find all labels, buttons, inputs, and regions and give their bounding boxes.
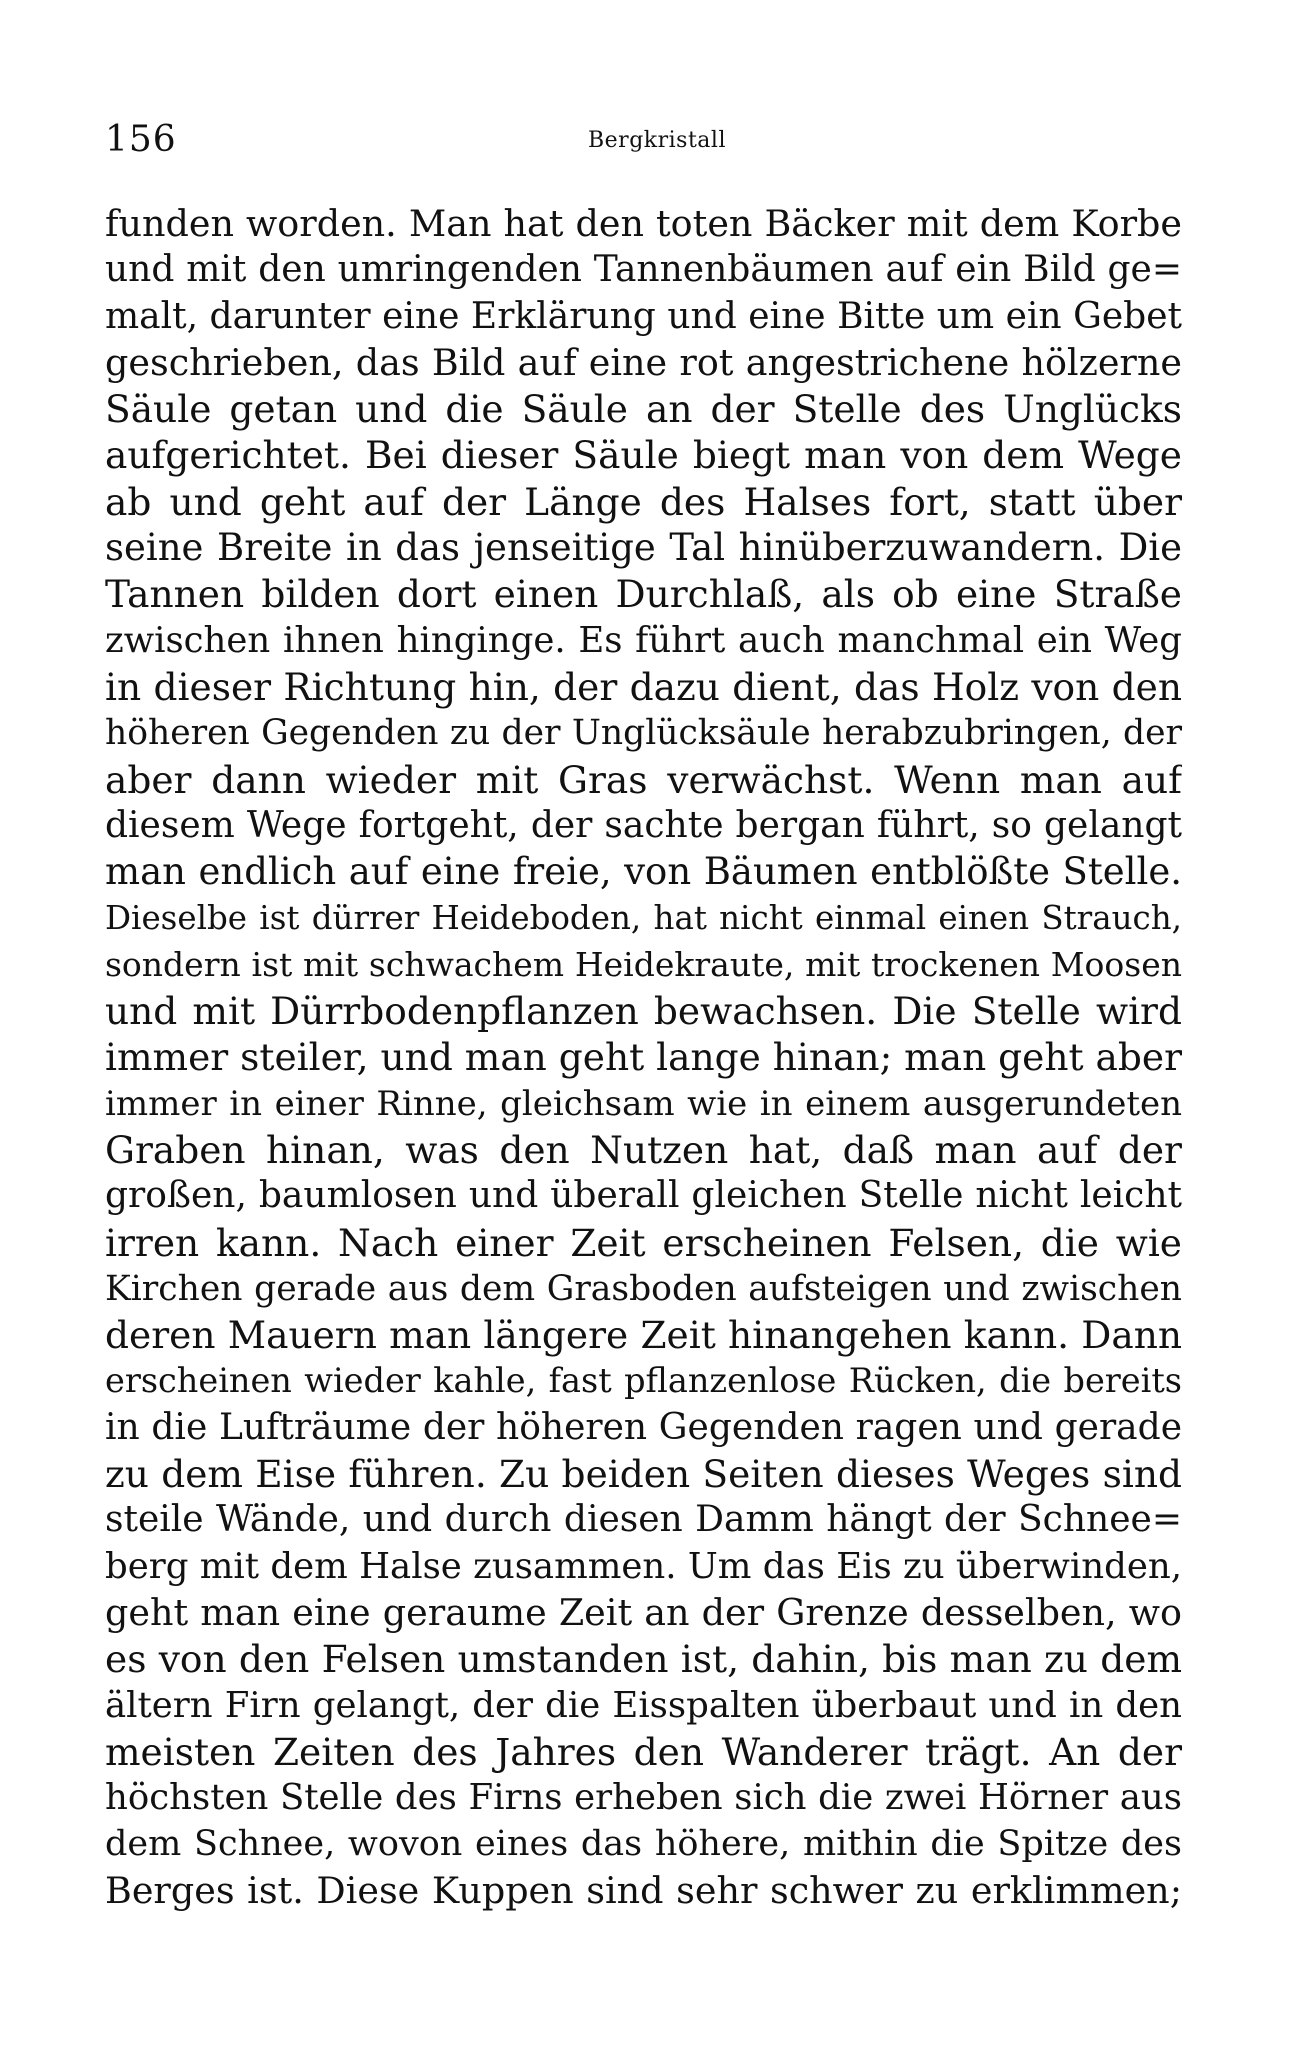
text-line: immer steiler, und man geht lange hinan; man geht aber [105, 1035, 1182, 1080]
text-line: in die Lufträume der höheren Gegenden ragen und gerade [105, 1406, 1182, 1448]
text-line: malt, darunter eine Erklärung und eine Bitte um ein Gebet [105, 295, 1182, 337]
text-line: immer in einer Rinne, gleichsam wie in einem ausgerundeten [105, 1083, 1182, 1124]
text-line: funden worden. Man hat den toten Bäcker mit dem Korbe [105, 202, 1182, 245]
text-line: aufgerichtet. Bei dieser Säule biegt man von dem Wege [105, 433, 1182, 478]
text-line: großen, baumlosen und überall gleichen Stelle nicht leicht [105, 1175, 1182, 1217]
text-line: höheren Gegenden zu der Unglücksäule herabzubringen, der [105, 713, 1182, 754]
text-line: in dieser Richtung hin, der dazu dient, das Holz von den [105, 664, 1182, 709]
text-line: deren Mauern man längere Zeit hinangehen kann. Dann [105, 1313, 1182, 1358]
text-line: geschrieben, das Bild auf eine rot angestrichene hölzerne [105, 340, 1182, 384]
text-line: Säule getan und die Säule an der Stelle des Unglücks [105, 387, 1182, 432]
text-line: es von den Felsen umstanden ist, dahin, bis man zu dem [105, 1637, 1182, 1682]
text-line: höchsten Stelle des Firns erheben sich die zwei Hörner aus [105, 1777, 1182, 1819]
text-line: meisten Zeiten des Jahres den Wanderer trägt. An der [105, 1729, 1182, 1774]
text-line: Berges ist. Diese Kuppen sind sehr schwer zu erklimmen; [105, 1868, 1182, 1912]
running-head: Bergkristall [588, 128, 726, 153]
text-line: ab und geht auf der Länge des Halses fort, statt über [105, 479, 1182, 524]
text-line: zwischen ihnen hinginge. Es führt auch manchmal ein Weg [105, 619, 1182, 661]
text-line: steile Wände, und durch diesen Damm hängt der Schnee= [105, 1499, 1182, 1541]
text-line: man endlich auf eine freie, von Bäumen entblößte Stelle. [105, 850, 1182, 894]
text-line: Graben hinan, was den Nutzen hat, daß man auf der [105, 1127, 1182, 1172]
page-number: 156 [105, 119, 177, 160]
text-line: erscheinen wieder kahle, fast pflanzenlose Rücken, die bereits [105, 1361, 1182, 1401]
text-line: Kirchen gerade aus dem Grasboden aufsteigen und zwischen [105, 1268, 1182, 1309]
text-line: ältern Firn gelangt, der die Eisspalten überbaut und in den [105, 1684, 1182, 1726]
text-line: seine Breite in das jenseitige Tal hinüberzuwandern. Die [105, 526, 1182, 570]
text-line: und mit Dürrbodenpflanzen bewachsen. Die Stelle wird [105, 989, 1182, 1034]
text-line: zu dem Eise führen. Zu beiden Seiten dieses Weges sind [105, 1452, 1182, 1497]
text-line: sondern ist mit schwachem Heidekraute, mit trockenen Moosen [105, 944, 1182, 984]
text-line: diesem Wege fortgeht, der sachte bergan führt, so gelangt [105, 804, 1182, 846]
body-text [105, 201, 1182, 1914]
text-line: und mit den umringenden Tannenbäumen auf ein Bild ge= [105, 249, 1182, 291]
text-line: aber dann wieder mit Gras verwächst. Wenn man auf [105, 757, 1182, 802]
text-line: Tannen bilden dort einen Durchlaß, als ob eine Straße [105, 572, 1182, 617]
text-line: Dieselbe ist dürrer Heideboden, hat nicht einmal einen Strauch, [105, 899, 1182, 938]
text-line: dem Schnee, wovon eines das höhere, mithin die Spitze des [105, 1824, 1182, 1865]
text-line: irren kann. Nach einer Zeit erscheinen Felsen, die wie [105, 1220, 1182, 1265]
text-line: geht man eine geraume Zeit an der Grenze desselben, wo [105, 1590, 1182, 1634]
text-line: berg mit dem Halse zusammen. Um das Eis zu überwinden, [105, 1545, 1182, 1587]
